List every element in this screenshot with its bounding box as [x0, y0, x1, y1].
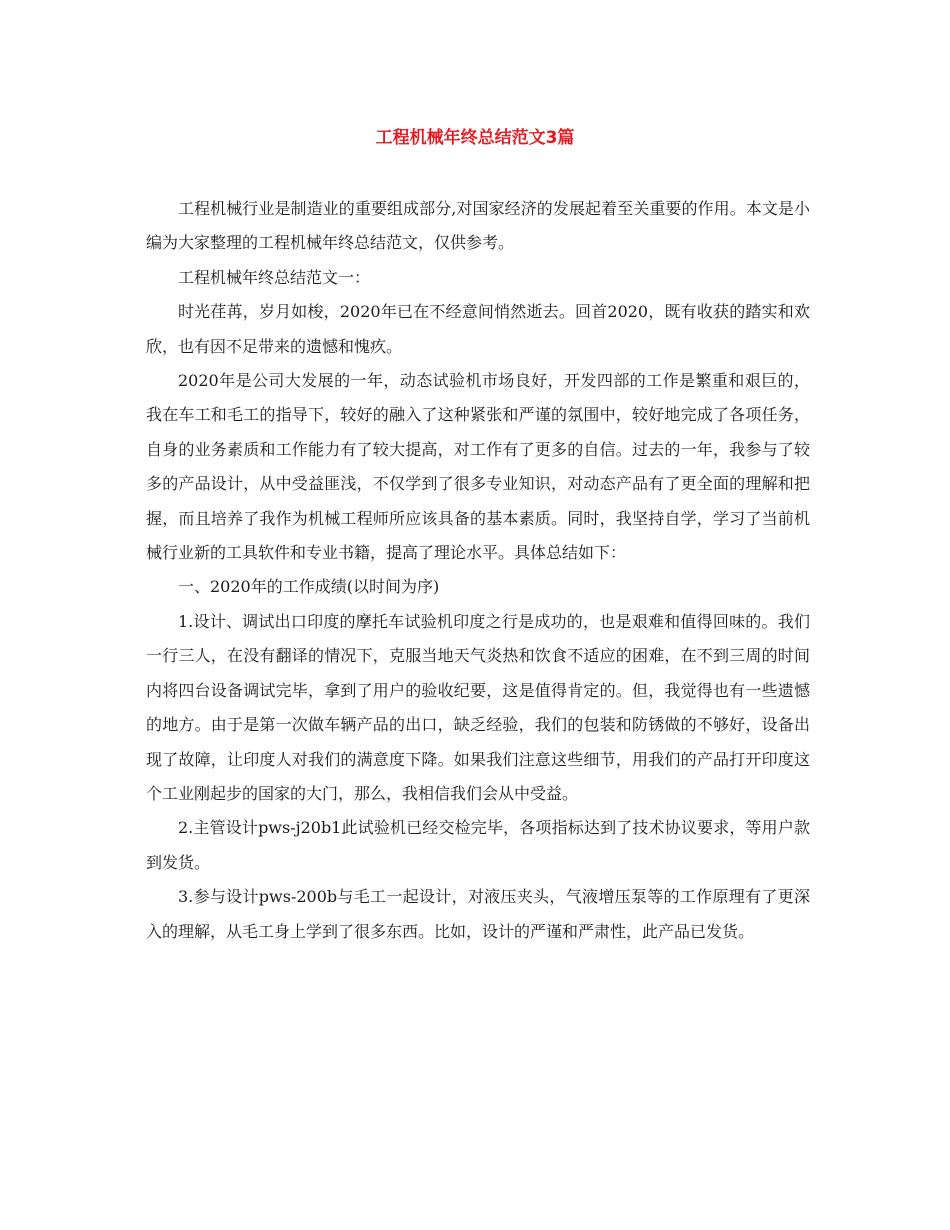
paragraph-heading-article-one: 工程机械年终总结范文一：	[178, 267, 371, 287]
paragraph-section-heading: 一、2020年的工作成绩(以时间为序)	[178, 577, 440, 597]
paragraph-item-2: 2.主管设计pws-j20b1此试验机已经交检完毕，各项指标达到了技术协议要求，等用户款到发货。	[146, 818, 810, 872]
paragraph-intro: 工程机械行业是制造业的重要组成部分,对国家经济的发展起着至关重要的作用。本文是小编为大家整理的工程机械年终总结范文，仅供参考。	[146, 199, 810, 253]
paragraph-opening: 时光荏苒，岁月如梭，2020年已在不经意间悄然逝去。回首2020，既有收获的踏实和欢欣，也有因不足带来的遗憾和愧疚。	[146, 302, 810, 356]
paragraph-year-review: 2020年是公司大发展的一年，动态试验机市场良好，开发四部的工作是繁重和艰巨的，我在车工和毛工的指导下，较好的融入了这种紧张和严谨的氛围中，较好地完成了各项任务，自身的业务素质和工作能力有了较大提高，对工作有了更多的自信。过去的一年，我参与了较多的产品设计，从中受益匪浅，不仅学到了很多专业知识，对动态产品有了更全面的理解和把握，而且培养了我作为机械工程师所应该具备的基本素质。同时，我坚持自学，学习了当前机械行业新的工具软件和专业书籍，提高了理论水平。具体总结如下：	[146, 371, 810, 563]
document-body	[146, 192, 810, 949]
paragraph-item-1: 1.设计、调试出口印度的摩托车试验机印度之行是成功的，也是艰难和值得回味的。我们一行三人，在没有翻译的情况下，克服当地天气炎热和饮食不适应的困难，在不到三周的时间内将四台设备调试完毕，拿到了用户的验收纪要，这是值得肯定的。但，我觉得也有一些遗憾的地方。由于是第一次做车辆产品的出口，缺乏经验，我们的包装和防锈做的不够好，设备出现了故障，让印度人对我们的满意度下降。如果我们注意这些细节，用我们的产品打开印度这个工业刚起步的国家的大门，那么，我相信我们会从中受益。	[146, 611, 810, 803]
paragraph-item-3: 3.参与设计pws-200b与毛工一起设计，对液压夹头，气液增压泵等的工作原理有了更深入的理解，从毛工身上学到了很多东西。比如，设计的严谨和严肃性，此产品已发货。	[146, 887, 810, 941]
document-title: 工程机械年终总结范文3篇	[375, 128, 575, 148]
